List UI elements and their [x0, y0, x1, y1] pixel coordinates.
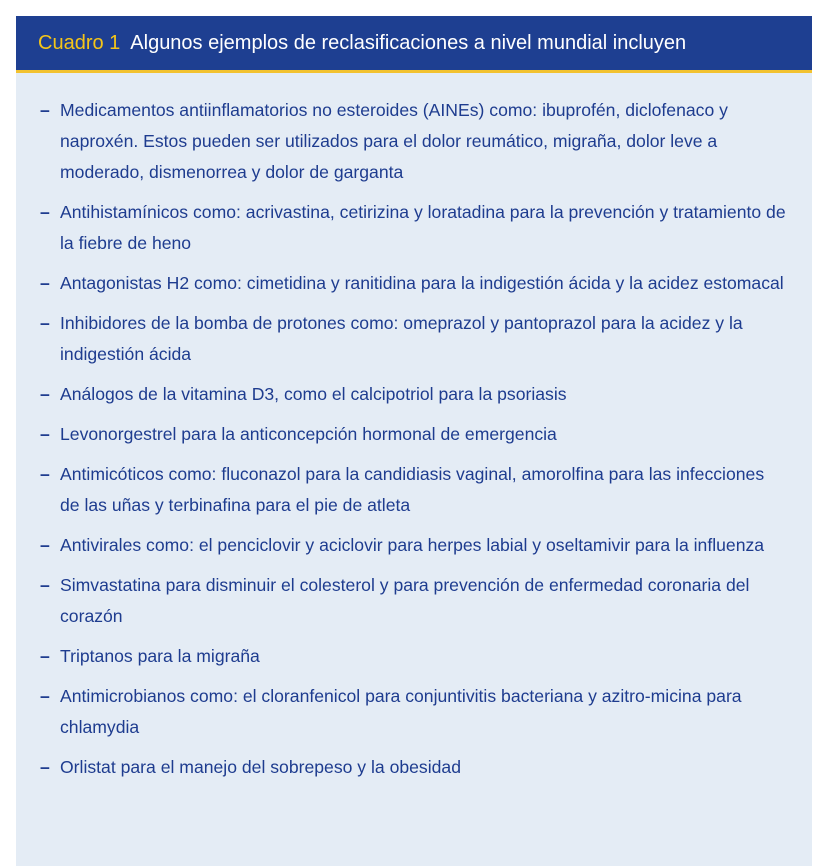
list-item — [40, 530, 788, 561]
list-item-text: Antimicrobianos como: el cloranfenicol para conjuntivitis bacteriana y azitro-micina para chlamydia — [60, 686, 742, 737]
list-item — [40, 752, 788, 783]
dash-bullet: – — [40, 273, 50, 293]
box-label: Cuadro 1 — [38, 31, 121, 54]
dash-bullet: – — [40, 535, 50, 555]
dash-bullet: – — [40, 646, 50, 666]
list-item — [40, 641, 788, 672]
list-item — [40, 308, 788, 370]
list-item-text: Antimicóticos como: fluconazol para la candidiasis vaginal, amorolfina para las infecciones de las uñas y terbinafina para el pie de atleta — [60, 464, 765, 515]
list-item — [40, 570, 788, 632]
dash-bullet: – — [40, 313, 50, 333]
dash-bullet: – — [40, 424, 50, 444]
dash-bullet: – — [40, 464, 50, 484]
bullet-list — [16, 73, 812, 783]
dash-bullet: – — [40, 202, 50, 222]
list-item-text: Simvastatina para disminuir el colesterol y para prevención de enfermedad coronaria del corazón — [60, 575, 750, 626]
dash-bullet: – — [40, 100, 50, 120]
list-item — [40, 681, 788, 743]
box-header — [16, 16, 812, 73]
list-item-text: Antagonistas H2 como: cimetidina y ranitidina para la indigestión ácida y la acidez estomacal — [60, 273, 784, 293]
list-item — [40, 197, 788, 259]
box-title: Algunos ejemplos de reclasificaciones a nivel mundial incluyen — [130, 31, 687, 54]
list-item-text: Triptanos para la migraña — [60, 646, 260, 666]
list-item-text: Análogos de la vitamina D3, como el calcipotriol para la psoriasis — [60, 384, 567, 404]
list-item-text: Medicamentos antiinflamatorios no esteroides (AINEs) como: ibuprofén, diclofenaco y naproxén. Estos pueden ser utilizados para el dolor reumático, migraña, dolor leve a moderado, dismenorrea y dolor de garganta — [60, 100, 728, 182]
list-item-text: Antivirales como: el penciclovir y aciclovir para herpes labial y oseltamivir para la influenza — [60, 535, 765, 555]
dash-bullet: – — [40, 575, 50, 595]
list-item-text: Inhibidores de la bomba de protones como: omeprazol y pantoprazol para la acidez y la indigestión ácida — [60, 313, 743, 364]
list-item-text: Levonorgestrel para la anticoncepción hormonal de emergencia — [60, 424, 557, 444]
dash-bullet: – — [40, 757, 50, 777]
list-item-text: Antihistamínicos como: acrivastina, cetirizina y loratadina para la prevención y tratamiento de la fiebre de heno — [60, 202, 786, 253]
list-item — [40, 459, 788, 521]
info-box — [16, 16, 812, 866]
list-item — [40, 268, 788, 299]
list-item-text: Orlistat para el manejo del sobrepeso y la obesidad — [60, 757, 461, 777]
dash-bullet: – — [40, 686, 50, 706]
list-item — [40, 95, 788, 188]
list-item — [40, 379, 788, 410]
list-item — [40, 419, 788, 450]
dash-bullet: – — [40, 384, 50, 404]
